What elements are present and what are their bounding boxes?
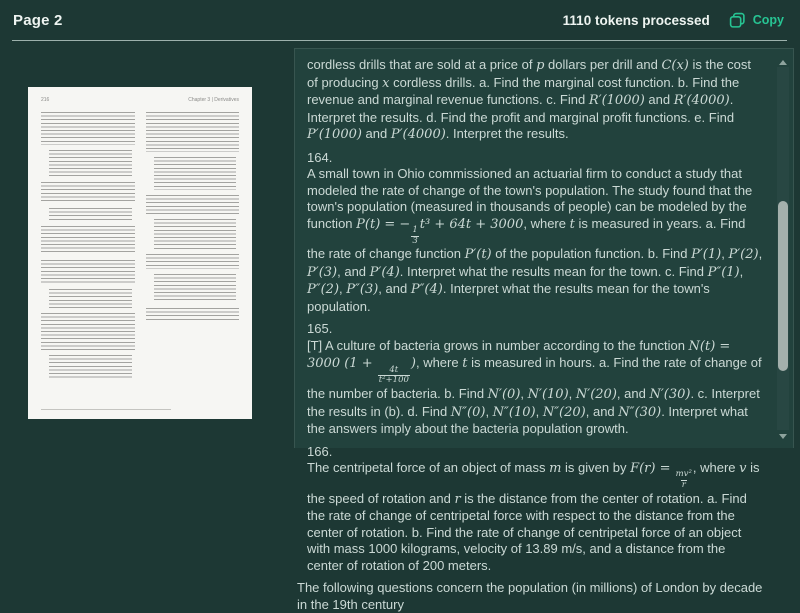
thumbnail-right-column	[146, 112, 240, 384]
exercise-number: 164.	[307, 149, 333, 165]
header-actions	[563, 8, 788, 33]
thumbnail-chapter-title: Chapter 3 | Derivatives	[188, 97, 239, 103]
exercise-number: 165.	[307, 321, 333, 337]
ocr-text-block: [T] A culture of bacteria grows in number according to the function N(t) = 3000 (1 + $\frac{4t}{\text{t²+100}}$ ), where t is measured in hours. a. Find the rate of change of the number of bacteria. b. Find N′(0), N′(10), N′(20), and N′(30). c. Interpret the results in (b). d. Find N″(0), N″(10), N″(20), and N″(30). Interpret what the answers imply about the bacteria population growth.	[307, 337, 762, 437]
page-thumbnail[interactable]	[28, 87, 252, 419]
ocr-text-block: A small town in Ohio commissioned an actuarial firm to conduct a study that modeled the rate of change of the town's population. The study found that the town's population (measured in thousands of people) can be modeled by the function P(t) = − $\frac{1}{3}$ t³ + 64t + 3000, where t is measured in years. a. Find the rate of change function P′(t) of the population function. b. Find P′(1), P′(2), P′(3), and P′(4). Interpret what the results mean for the town. c. Find P″(1), P″(2), P″(3), and P″(4). Interpret what the results mean for the town's population.	[307, 166, 763, 314]
tokens-processed-count: 1110 tokens processed	[562, 12, 710, 28]
exercise-number: 166.	[307, 443, 333, 459]
ocr-text-block: The following questions concern the population (in millions) of London by decade in the 19th century	[297, 580, 763, 612]
scroll-down-arrow-icon[interactable]	[779, 434, 787, 439]
scrollbar-thumb[interactable]	[778, 201, 788, 371]
page-title: Page 2	[13, 11, 63, 29]
copy-button[interactable]	[725, 8, 788, 33]
thumbnail-header	[28, 87, 252, 103]
copy-button-label: Copy	[752, 13, 784, 27]
header-divider	[12, 40, 787, 41]
ocr-text	[297, 57, 765, 613]
scroll-up-arrow-icon[interactable]	[779, 60, 787, 65]
ocr-text-block: The centripetal force of an object of mass m is given by F(r) = $\frac{\text{mv²}}{r}$ , where v is the speed of rotation and r is the distance from the center of rotation. a. Find the rate of change of centripetal force with respect to the distance from the center of rotation. b. Find the rate of change of centripetal force of an object with mass 1000 kilograms, velocity of 13.89 m/s, and a distance from the center of rotation of 200 meters.	[307, 460, 760, 573]
copy-icon	[729, 12, 746, 29]
panel-scrollbar	[776, 51, 790, 446]
page-header	[13, 0, 788, 40]
ocr-text-block: cordless drills that are sold at a price of p dollars per drill and C(x) is the cost of producing x cordless drills. a. Find the marginal cost function. b. Find the revenue and marginal revenue functions. c. Find R′(1000) and R′(4000). Interpret the results. d. Find the profit and marginal profit functions. e. Find P′(1000) and P′(4000). Interpret the results.	[307, 57, 752, 142]
ocr-text-panel[interactable]	[294, 48, 794, 612]
thumbnail-text-lines	[28, 103, 252, 384]
thumbnail-footer-line	[41, 409, 171, 410]
thumbnail-left-column	[41, 112, 135, 384]
thumbnail-page-number: 216	[41, 97, 50, 103]
